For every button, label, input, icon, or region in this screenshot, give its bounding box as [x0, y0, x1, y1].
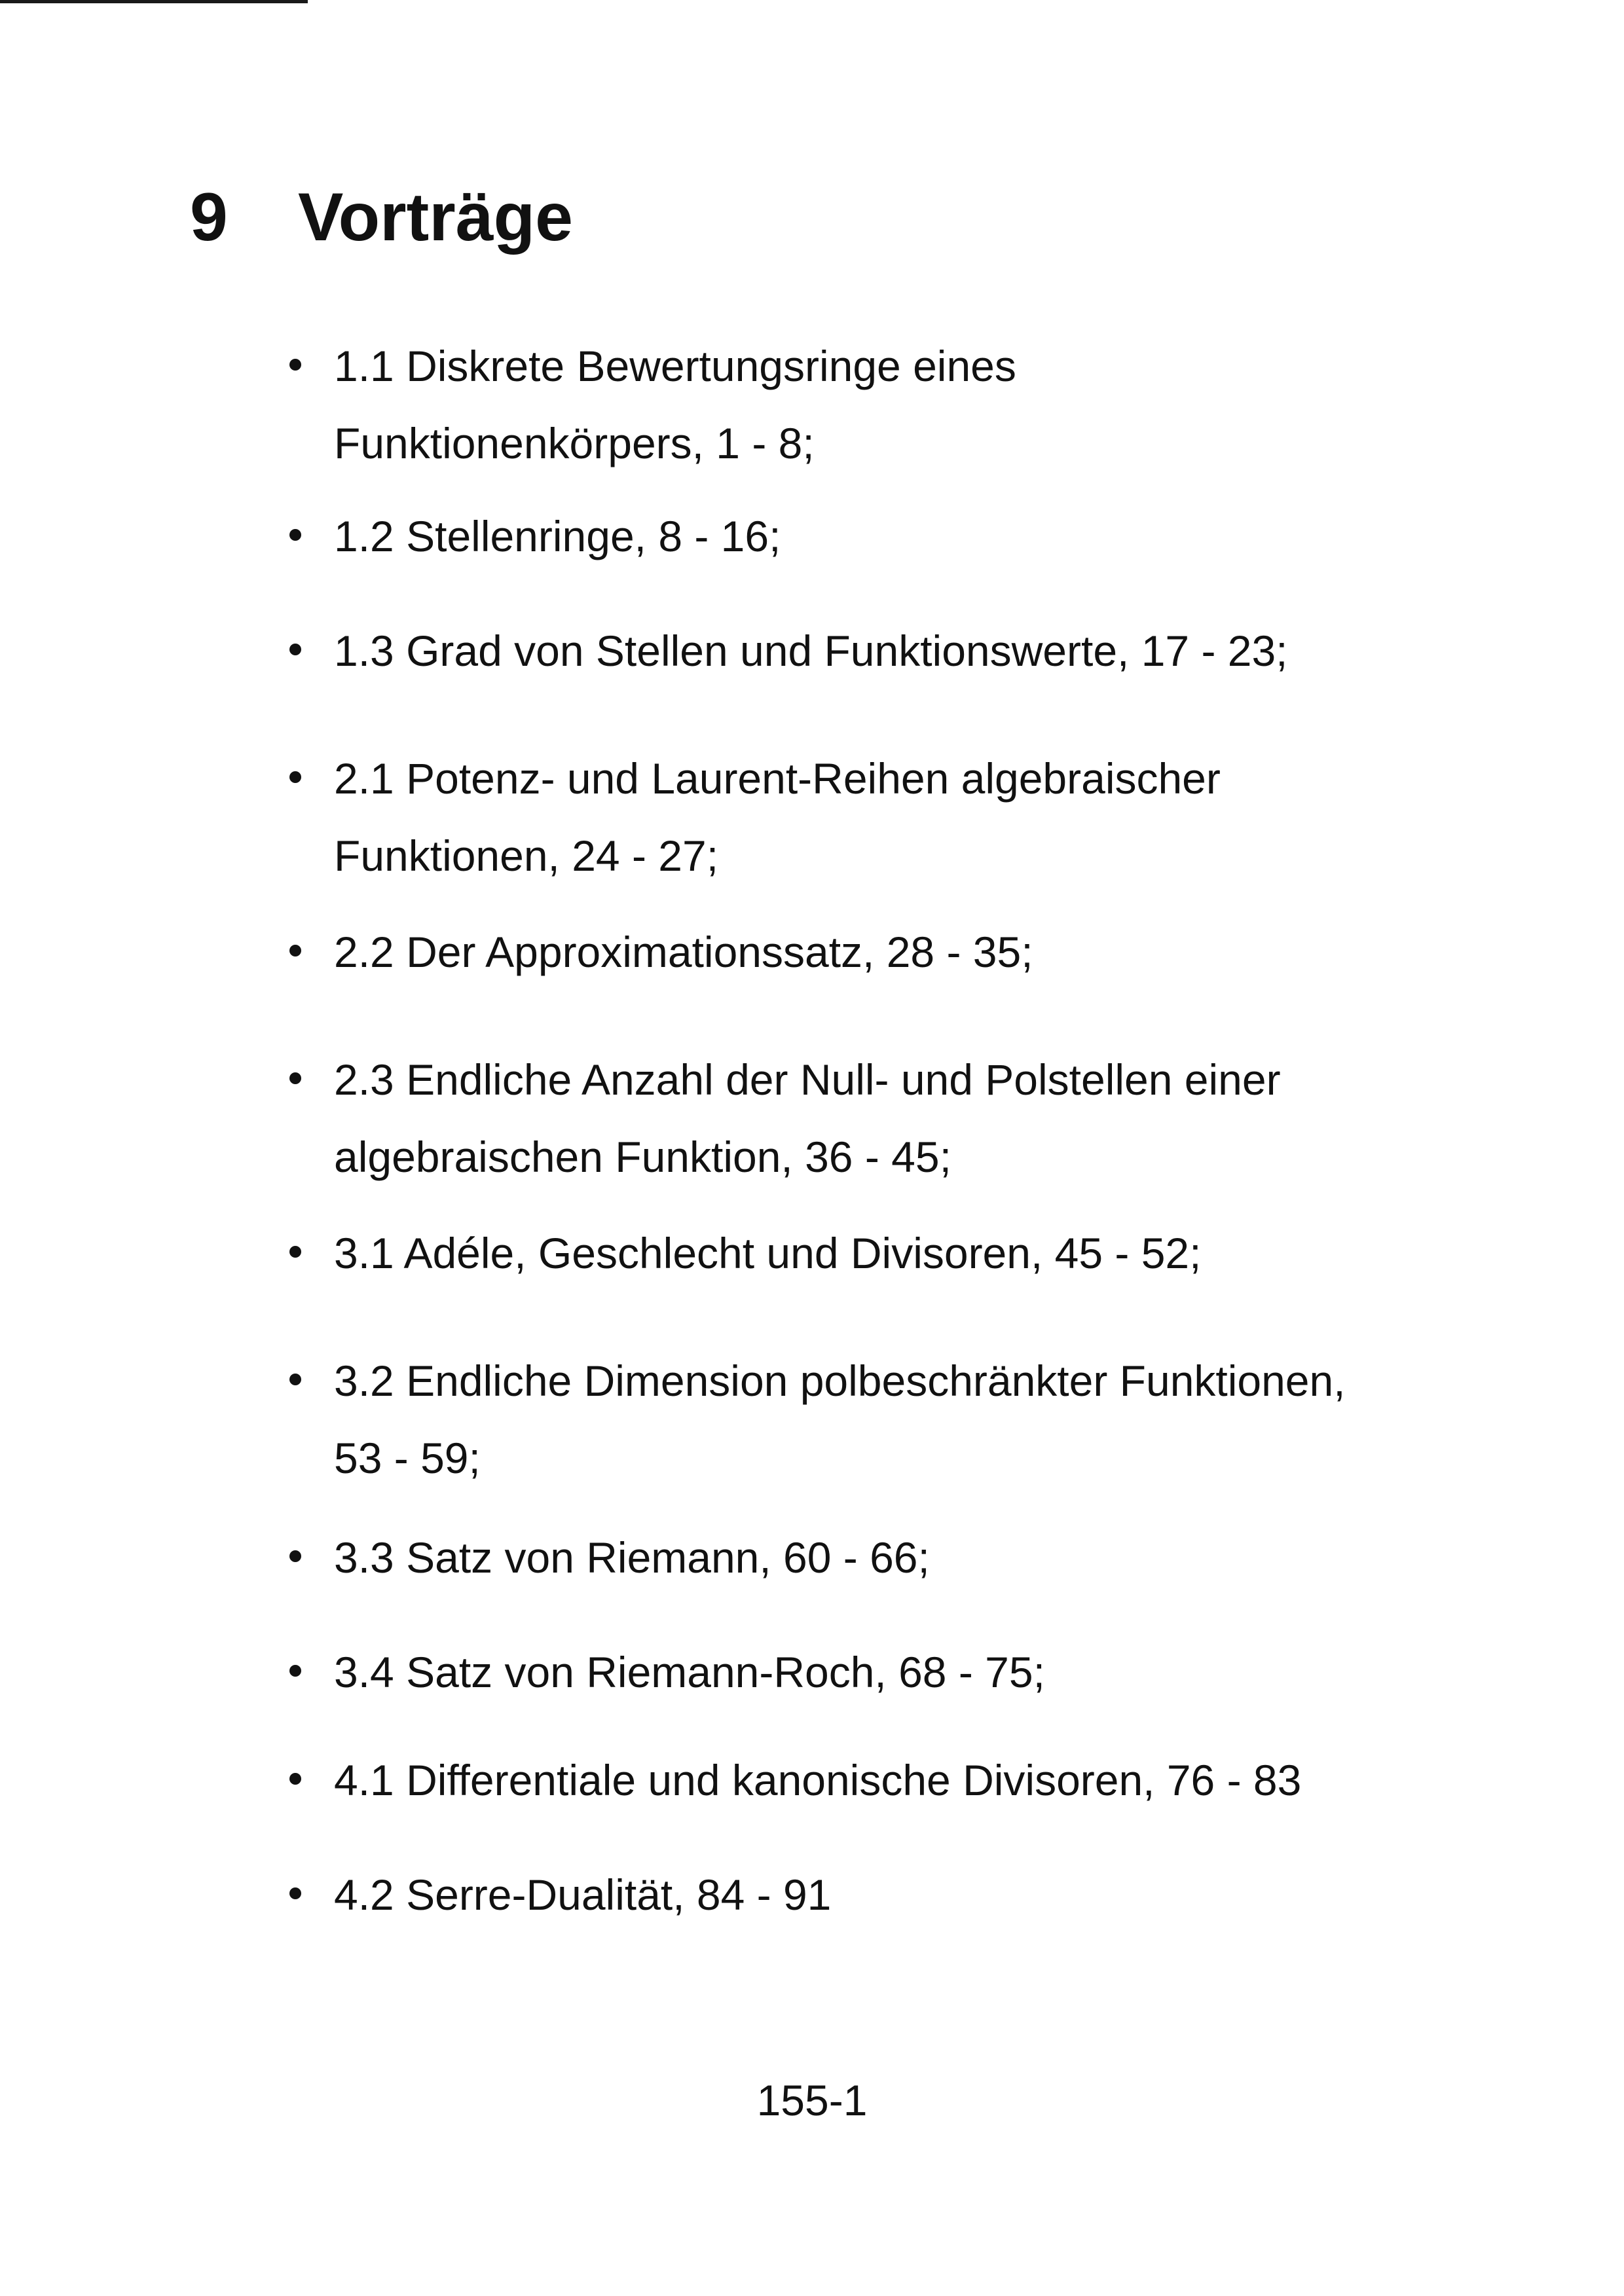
bullet-icon	[289, 945, 301, 957]
list-item	[334, 612, 1447, 689]
list-item	[334, 1856, 1447, 1933]
item-text-continued: algebraischen Funktion, 36 - 45;	[334, 1133, 951, 1181]
item-text: 1.1 Diskrete Bewertungsringe eines	[334, 342, 1016, 390]
list-item	[334, 740, 1447, 894]
bullet-icon	[289, 529, 301, 541]
item-text: 2.2 Der Approximationssatz, 28 - 35;	[334, 928, 1033, 976]
bullet-icon	[289, 1374, 301, 1385]
list-item	[334, 1342, 1447, 1497]
item-text: 3.2 Endliche Dimension polbeschränkter Funktionen,	[334, 1357, 1346, 1405]
bullet-icon	[289, 1887, 301, 1899]
section-heading	[190, 180, 573, 255]
list-item	[334, 1633, 1447, 1711]
item-text-continued: 53 - 59;	[334, 1434, 481, 1482]
item-text: 3.3 Satz von Riemann, 60 - 66;	[334, 1533, 930, 1582]
bullet-icon	[289, 1246, 301, 1258]
list-item	[334, 1041, 1447, 1195]
item-text: 4.1 Differentiale und kanonische Divisoren, 76 - 83	[334, 1756, 1302, 1804]
item-text: 1.2 Stellenringe, 8 - 16;	[334, 512, 781, 560]
list-item	[334, 498, 1447, 575]
bullet-icon	[289, 771, 301, 783]
item-text: 4.2 Serre-Dualität, 84 - 91	[334, 1870, 832, 1919]
top-rule	[0, 0, 308, 3]
section-number: 9	[190, 179, 228, 255]
list-item	[334, 913, 1447, 991]
item-text: 2.3 Endliche Anzahl der Null- und Polstellen einer	[334, 1055, 1281, 1104]
item-text-continued: Funktionenkörpers, 1 - 8;	[334, 419, 815, 467]
bullet-icon	[289, 644, 301, 655]
section-title: Vorträge	[298, 179, 573, 255]
bullet-icon	[289, 1550, 301, 1562]
list-item	[334, 1519, 1447, 1596]
item-text: 3.1 Adéle, Geschlecht und Divisoren, 45 - 52;	[334, 1229, 1202, 1277]
item-text: 2.1 Potenz- und Laurent-Reihen algebraischer	[334, 754, 1221, 803]
list-item	[334, 1214, 1447, 1292]
list-item	[334, 1741, 1447, 1819]
page-number: 155-1	[756, 2076, 868, 2124]
item-text: 3.4 Satz von Riemann-Roch, 68 - 75;	[334, 1648, 1045, 1696]
item-text: 1.3 Grad von Stellen und Funktionswerte, 17 - 23;	[334, 627, 1288, 675]
item-text-continued: Funktionen, 24 - 27;	[334, 831, 719, 880]
bullet-icon	[289, 1072, 301, 1084]
bullet-icon	[289, 1665, 301, 1677]
list-item	[334, 327, 1447, 482]
bullet-icon	[289, 359, 301, 371]
bullet-icon	[289, 1773, 301, 1785]
